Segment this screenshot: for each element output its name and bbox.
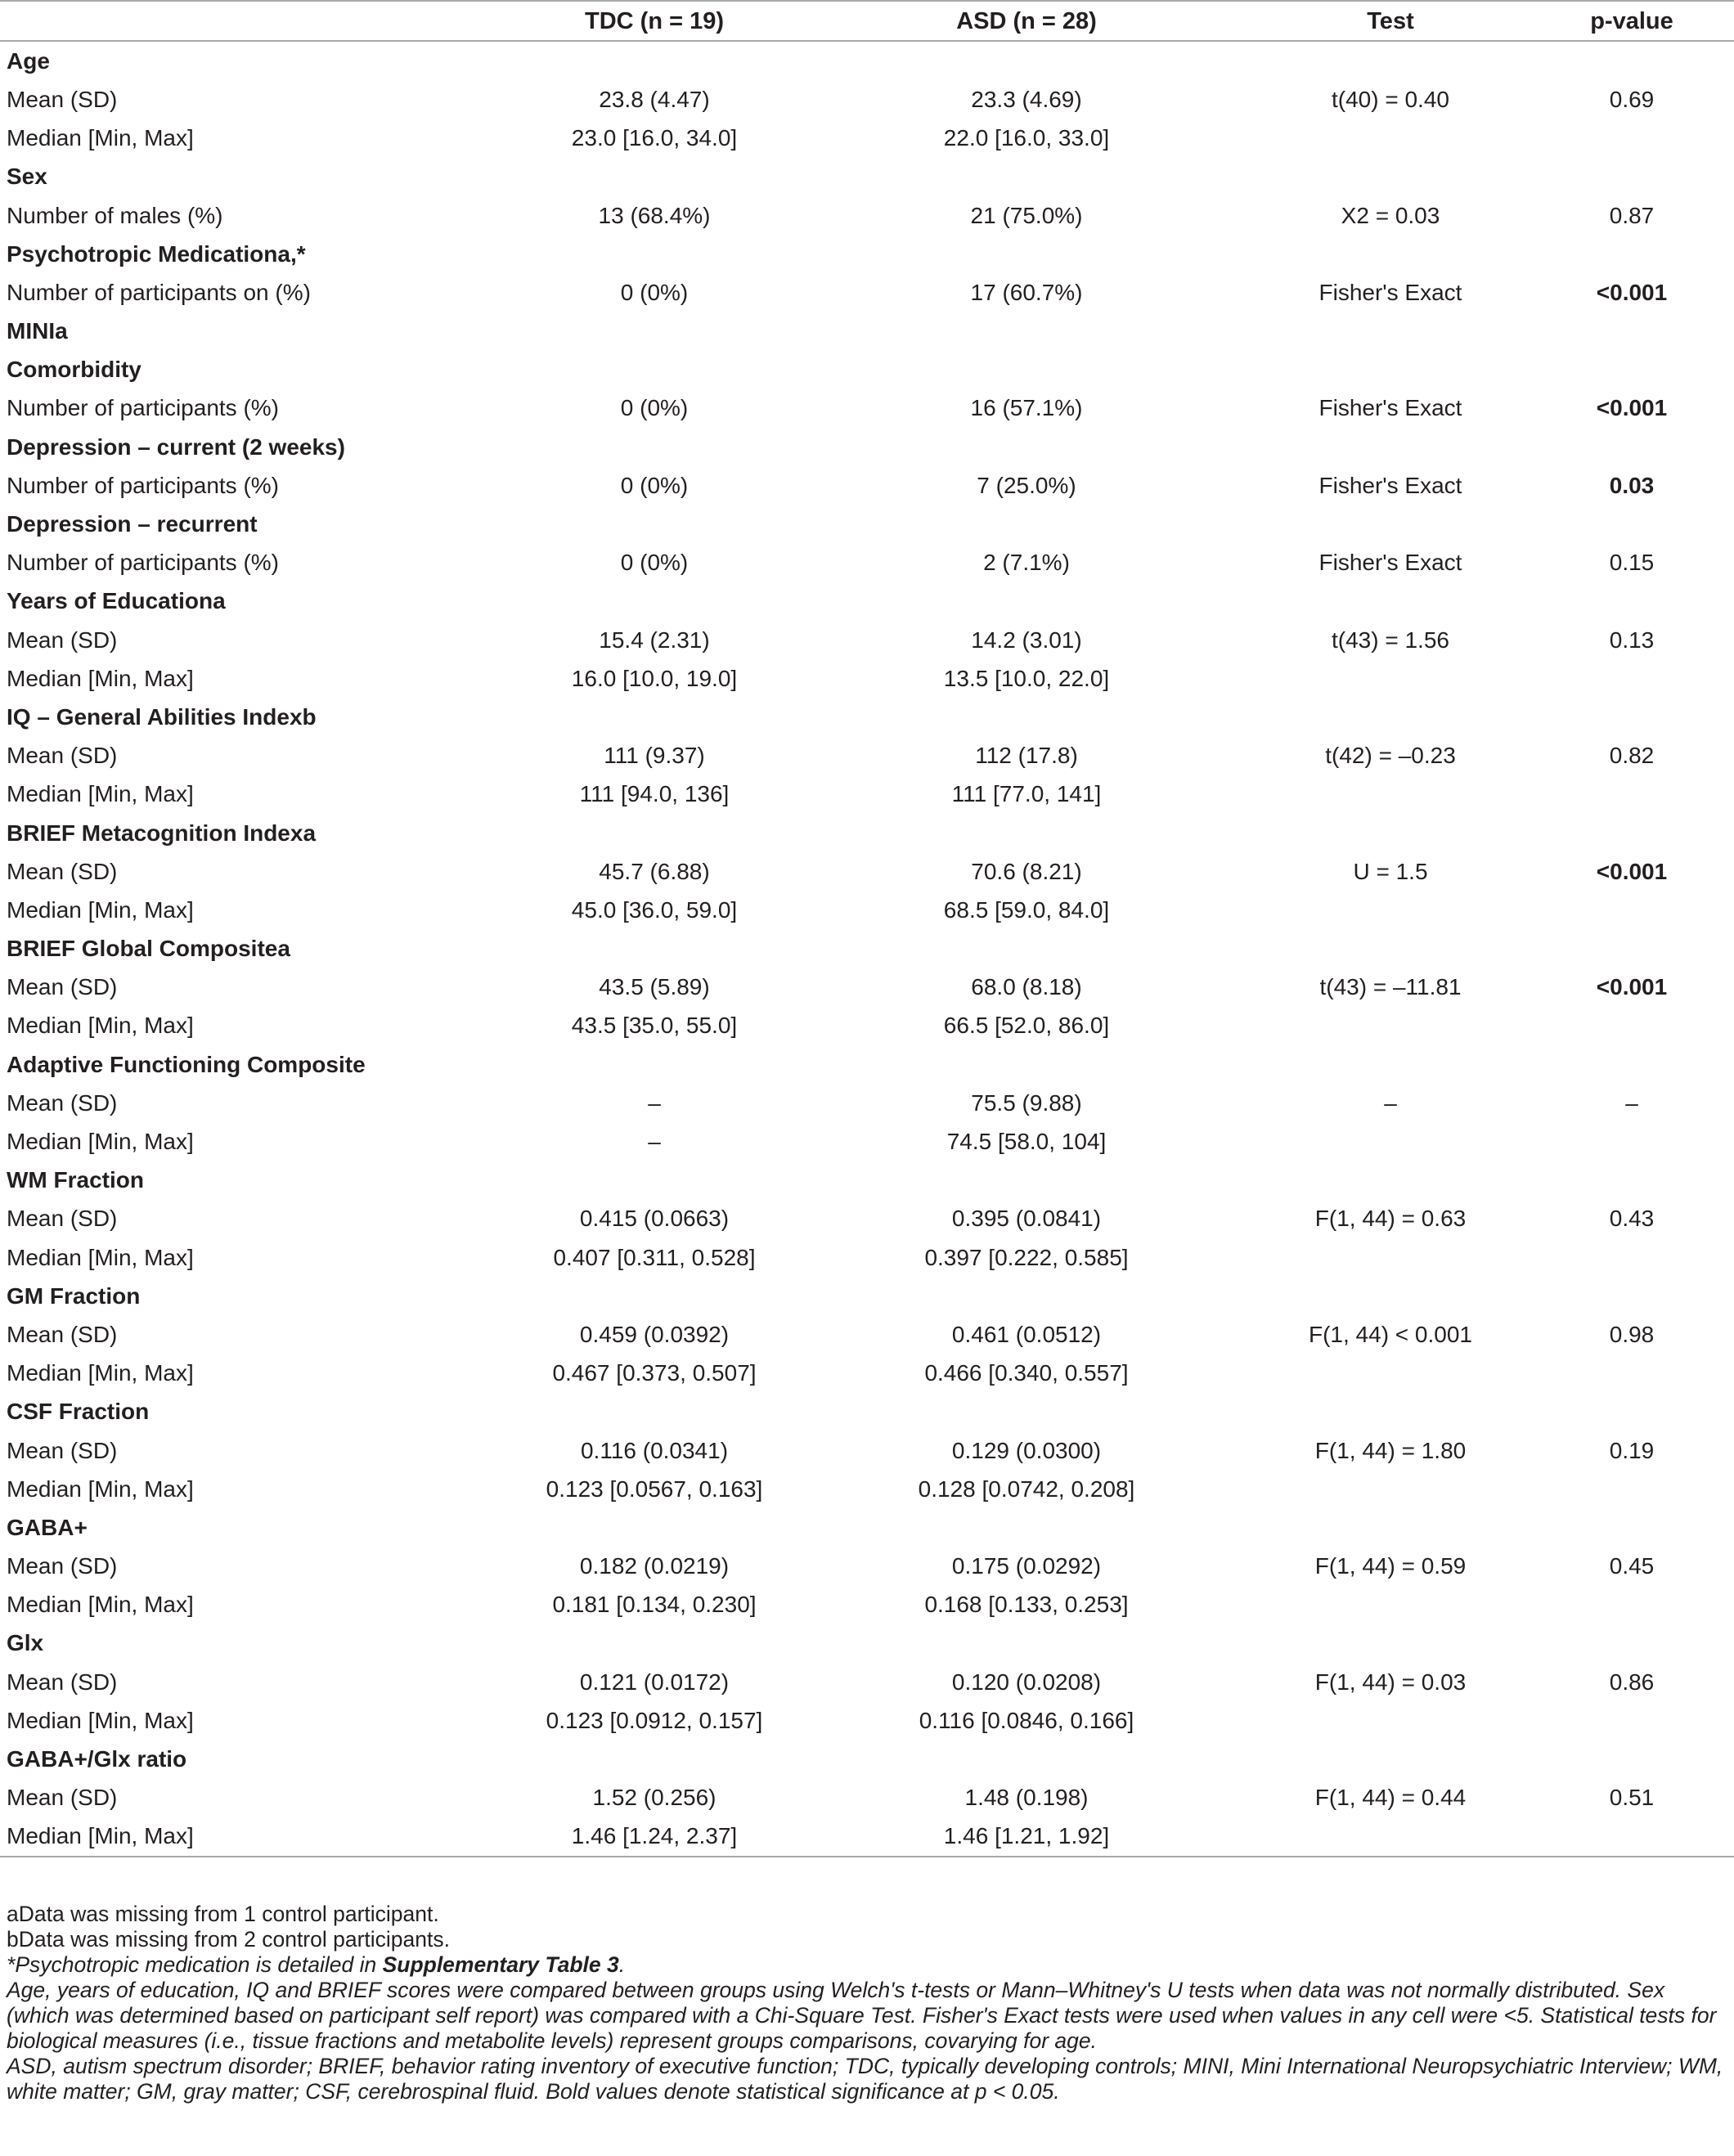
- empty-cell: [802, 1393, 1251, 1431]
- empty-cell: [1251, 428, 1530, 466]
- test-statistic: [1251, 891, 1530, 929]
- tdc-value: 0.467 [0.373, 0.507]: [552, 1360, 757, 1386]
- empty-cell: [1251, 582, 1530, 621]
- tdc-value: 111 (9.37): [604, 743, 705, 769]
- footnote-a: aData was missing from 1 control participant.: [7, 1902, 439, 1926]
- test-statistic: –: [1384, 1089, 1397, 1116]
- table-row: [0, 119, 1734, 158]
- test-statistic: Fisher's Exact: [1318, 395, 1462, 421]
- row-label: Median [Min, Max]: [7, 125, 194, 151]
- p-value: –: [1625, 1089, 1638, 1116]
- table-row: [0, 544, 1734, 582]
- test-statistic: F(1, 44) = 1.80: [1314, 1437, 1467, 1463]
- empty-cell: [1251, 158, 1530, 196]
- empty-cell: [1530, 1277, 1734, 1315]
- tdc-value: 0 (0%): [620, 395, 689, 421]
- tdc-value: 111 [94.0, 136]: [579, 781, 730, 807]
- table-row: [0, 1586, 1734, 1624]
- asd-value: 16 (57.1%): [970, 395, 1083, 421]
- test-statistic: t(40) = 0.40: [1332, 86, 1449, 112]
- table-header-row: [0, 1, 1734, 41]
- asd-value: 112 (17.8): [975, 743, 1078, 769]
- empty-cell: [1251, 351, 1530, 389]
- empty-cell: [802, 41, 1251, 80]
- footnote-abbreviations: ASD, autism spectrum disorder; BRIEF, behavior rating inventory of executive function; TDC, typically developing controls; MINI, Mini International Neuropsychiatric Interview; WM, white matter; GM, gray matter; CSF, cerebrospinal fluid. Bold values denote statistical significance at p < 0.05.: [7, 2054, 1723, 2104]
- empty-cell: [1530, 1045, 1734, 1084]
- tdc-value: 0 (0%): [620, 472, 689, 498]
- table-row: [0, 1470, 1734, 1508]
- footnote-methods: Age, years of education, IQ and BRIEF scores were compared between groups using Welch's t-tests or Mann–Whitney's U tests when data was not normally distributed. Sex (which was determined based on participant self report) was compared with a Chi-Square Test. Fisher's Exact tests were used when values in any cell were <5. Statistical tests for biological measures (i.e., tissue fractions and metabolite levels) represent groups comparisons, covarying for age.: [7, 1978, 1717, 2053]
- section-title: GM Fraction: [7, 1282, 141, 1309]
- empty-cell: [1251, 505, 1530, 543]
- asd-value: 0.395 (0.0841): [951, 1206, 1102, 1232]
- section-title: WM Fraction: [7, 1167, 144, 1193]
- empty-cell: [1530, 158, 1734, 196]
- test-statistic: F(1, 44) = 0.63: [1314, 1206, 1467, 1232]
- asd-value: 17 (60.7%): [970, 279, 1083, 305]
- row-label: Mean (SD): [7, 86, 118, 112]
- footnote-b: bData was missing from 2 control participants.: [7, 1927, 450, 1952]
- asd-value: 0.120 (0.0208): [951, 1669, 1102, 1695]
- section-title: Glx: [7, 1630, 44, 1656]
- section-title: Psychotropic Medicationa,*: [7, 240, 306, 267]
- section-header-row: [0, 930, 1734, 968]
- section-title: Comorbidity: [7, 357, 142, 383]
- tdc-value: 0.181 [0.134, 0.230]: [552, 1592, 757, 1618]
- p-value: [1530, 1817, 1734, 1857]
- test-statistic: [1251, 1354, 1530, 1393]
- empty-cell: [1251, 1393, 1530, 1431]
- test-statistic: [1251, 1007, 1530, 1045]
- table-row: [0, 737, 1734, 775]
- empty-cell: [507, 1161, 802, 1200]
- row-label: Number of participants (%): [7, 472, 280, 498]
- tdc-value: 0.116 (0.0341): [580, 1437, 729, 1463]
- asd-value: 0.466 [0.340, 0.557]: [924, 1360, 1129, 1386]
- asd-value: 70.6 (8.21): [971, 858, 1082, 884]
- p-value: 0.43: [1609, 1206, 1655, 1232]
- empty-cell: [1530, 1624, 1734, 1663]
- empty-cell: [1530, 312, 1734, 351]
- empty-cell: [1251, 1508, 1530, 1547]
- footnote-star: [7, 1952, 1727, 1978]
- p-value: [1530, 891, 1734, 929]
- empty-cell: [802, 930, 1251, 968]
- row-label: Mean (SD): [7, 1785, 118, 1811]
- test-statistic: [1251, 119, 1530, 158]
- table-row: [0, 1122, 1734, 1161]
- asd-value: 13.5 [10.0, 22.0]: [943, 665, 1110, 691]
- asd-value: 1.46 [1.21, 1.92]: [802, 1817, 1251, 1857]
- empty-cell: [802, 1277, 1251, 1315]
- p-value: [1530, 1238, 1734, 1277]
- table-row: [0, 466, 1734, 505]
- section-header-row: [0, 505, 1734, 543]
- empty-cell: [1530, 930, 1734, 968]
- row-label: Median [Min, Max]: [0, 1817, 507, 1857]
- section-header-row: [0, 235, 1734, 273]
- test-statistic: F(1, 44) = 0.59: [1314, 1553, 1467, 1579]
- section-header-row: [0, 1393, 1734, 1431]
- empty-cell: [1530, 235, 1734, 273]
- test-statistic: [1251, 1701, 1530, 1740]
- asd-value: 68.5 [59.0, 84.0]: [943, 896, 1110, 923]
- tdc-value: 43.5 [35.0, 55.0]: [571, 1013, 738, 1039]
- p-value: <0.001: [1596, 279, 1668, 305]
- table-row: [0, 621, 1734, 659]
- section-title: BRIEF Global Compositea: [7, 936, 290, 962]
- empty-cell: [1251, 1740, 1530, 1778]
- row-label: Median [Min, Max]: [7, 1129, 194, 1155]
- empty-cell: [802, 351, 1251, 389]
- tdc-value: 1.52 (0.256): [592, 1785, 717, 1811]
- table-row: [0, 1084, 1734, 1122]
- p-value: [1530, 119, 1734, 158]
- empty-cell: [802, 1508, 1251, 1547]
- p-value: 0.51: [1609, 1785, 1655, 1811]
- test-statistic: [1251, 1470, 1530, 1508]
- section-title: Depression – current (2 weeks): [7, 433, 345, 460]
- empty-cell: [802, 1161, 1251, 1200]
- table-row: [0, 1663, 1734, 1701]
- row-label: Median [Min, Max]: [7, 1476, 194, 1502]
- table-row: [0, 196, 1734, 235]
- table-body: [0, 41, 1734, 1857]
- tdc-value: 0.121 (0.0172): [579, 1669, 730, 1695]
- table-row: [0, 891, 1734, 929]
- row-label: Median [Min, Max]: [7, 1244, 194, 1270]
- empty-cell: [507, 428, 802, 466]
- empty-cell: [802, 505, 1251, 543]
- empty-cell: [1251, 698, 1530, 736]
- row-label: Mean (SD): [7, 858, 118, 884]
- empty-cell: [1530, 428, 1734, 466]
- test-statistic: t(43) = –11.81: [1319, 974, 1462, 1000]
- test-statistic: F(1, 44) < 0.001: [1308, 1321, 1472, 1347]
- row-label: Median [Min, Max]: [7, 781, 194, 807]
- empty-cell: [1251, 1045, 1530, 1084]
- p-value: [1530, 1007, 1734, 1045]
- asd-value: 1.48 (0.198): [964, 1785, 1089, 1811]
- header-test: Test: [1251, 1, 1530, 41]
- header-label-column: [0, 1, 507, 41]
- test-statistic: [1251, 775, 1530, 814]
- empty-cell: [1530, 505, 1734, 543]
- p-value: 0.98: [1609, 1321, 1655, 1347]
- p-value: 0.45: [1609, 1553, 1655, 1579]
- tdc-value: 16.0 [10.0, 19.0]: [571, 665, 738, 691]
- test-statistic: Fisher's Exact: [1318, 279, 1462, 305]
- tdc-value: 15.4 (2.31): [599, 627, 710, 653]
- empty-cell: [802, 312, 1251, 351]
- asd-value: 111 [77.0, 141]: [951, 781, 1102, 807]
- table-row: [0, 1007, 1734, 1045]
- section-title: Adaptive Functioning Composite: [7, 1051, 366, 1077]
- tdc-value: 45.0 [36.0, 59.0]: [571, 896, 738, 923]
- section-header-row: [0, 1740, 1734, 1778]
- tdc-value: 45.7 (6.88): [599, 858, 710, 884]
- test-statistic: [1251, 659, 1530, 698]
- empty-cell: [802, 1045, 1251, 1084]
- table-row: [0, 389, 1734, 428]
- p-value: [1530, 1701, 1734, 1740]
- section-header-row: [0, 351, 1734, 389]
- row-label: Median [Min, Max]: [7, 1707, 194, 1733]
- row-label: Median [Min, Max]: [7, 1013, 194, 1039]
- section-title: CSF Fraction: [7, 1399, 150, 1425]
- table-row: [0, 852, 1734, 891]
- p-value: <0.001: [1596, 858, 1668, 884]
- empty-cell: [507, 1740, 802, 1778]
- test-statistic: [1251, 1586, 1530, 1624]
- empty-cell: [1251, 41, 1530, 80]
- tdc-value: –: [648, 1129, 661, 1155]
- test-statistic: X2 = 0.03: [1341, 202, 1440, 228]
- empty-cell: [507, 1277, 802, 1315]
- test-statistic: F(1, 44) = 0.03: [1314, 1669, 1467, 1695]
- empty-cell: [1251, 235, 1530, 273]
- table-row: [0, 1547, 1734, 1586]
- tdc-value: 0.407 [0.311, 0.528]: [553, 1244, 756, 1270]
- header-asd: ASD (n = 28): [802, 1, 1251, 41]
- p-value: [1530, 1122, 1734, 1161]
- empty-cell: [507, 1508, 802, 1547]
- test-statistic: U = 1.5: [1353, 858, 1428, 884]
- table-row: [0, 659, 1734, 698]
- table-row: [0, 80, 1734, 119]
- empty-cell: [1530, 582, 1734, 621]
- empty-cell: [507, 1045, 802, 1084]
- empty-cell: [802, 158, 1251, 196]
- tdc-value: 43.5 (5.89): [599, 974, 710, 1000]
- p-value: 0.13: [1609, 627, 1655, 653]
- table-row: [0, 1779, 1734, 1817]
- tdc-value: 0 (0%): [620, 550, 689, 576]
- section-title: Sex: [7, 164, 47, 190]
- tdc-value: 0 (0%): [620, 279, 689, 305]
- row-label: Mean (SD): [7, 743, 118, 769]
- p-value: 0.69: [1609, 86, 1655, 112]
- section-title: Age: [7, 47, 50, 74]
- p-value: 0.82: [1609, 743, 1655, 769]
- section-header-row: [0, 1277, 1734, 1315]
- empty-cell: [1530, 814, 1734, 852]
- section-title: GABA+/Glx ratio: [7, 1746, 187, 1772]
- p-value: 0.03: [1609, 472, 1655, 498]
- empty-cell: [802, 698, 1251, 736]
- row-label: Median [Min, Max]: [7, 896, 194, 923]
- asd-value: 66.5 [52.0, 86.0]: [943, 1013, 1110, 1039]
- p-value: <0.001: [1596, 395, 1668, 421]
- test-statistic: [1251, 1817, 1530, 1857]
- empty-cell: [1530, 1393, 1734, 1431]
- empty-cell: [507, 235, 802, 273]
- p-value: 0.87: [1609, 202, 1655, 228]
- row-label: Number of participants (%): [7, 395, 280, 421]
- section-title: MINIa: [7, 318, 68, 344]
- empty-cell: [507, 582, 802, 621]
- section-header-row: [0, 428, 1734, 466]
- asd-value: 68.0 (8.18): [971, 974, 1082, 1000]
- row-label: Mean (SD): [7, 1206, 118, 1232]
- footnote-star-prefix: *Psychotropic medication is detailed in: [7, 1952, 383, 1977]
- empty-cell: [507, 1393, 802, 1431]
- asd-value: 14.2 (3.01): [971, 627, 1082, 653]
- table-row: [0, 1200, 1734, 1238]
- asd-value: 74.5 [58.0, 104]: [946, 1129, 1107, 1155]
- table-row: [0, 1701, 1734, 1740]
- section-title: IQ – General Abilities Indexb: [7, 703, 317, 730]
- tdc-value: 0.415 (0.0663): [579, 1206, 730, 1232]
- tdc-value: 23.0 [16.0, 34.0]: [571, 125, 738, 151]
- row-label: Mean (SD): [7, 974, 118, 1000]
- test-statistic: [1251, 1122, 1530, 1161]
- section-header-row: [0, 1508, 1734, 1547]
- row-label: Number of males (%): [7, 202, 223, 228]
- section-title: Depression – recurrent: [7, 511, 258, 537]
- row-label: Median [Min, Max]: [7, 665, 194, 691]
- section-title: Years of Educationa: [7, 588, 226, 614]
- p-value: 0.15: [1609, 550, 1655, 576]
- p-value: [1530, 1354, 1734, 1393]
- test-statistic: t(42) = –0.23: [1325, 743, 1456, 769]
- footnote-star-suffix: .: [618, 1952, 626, 1977]
- row-label: Mean (SD): [7, 1669, 118, 1695]
- test-statistic: F(1, 44) = 0.44: [1314, 1785, 1467, 1811]
- empty-cell: [1251, 930, 1530, 968]
- asd-value: 0.175 (0.0292): [951, 1553, 1102, 1579]
- section-title: BRIEF Metacognition Indexa: [7, 820, 317, 846]
- section-header-row: [0, 698, 1734, 736]
- tdc-value: –: [648, 1089, 661, 1116]
- tdc-value: 0.459 (0.0392): [579, 1321, 730, 1347]
- empty-cell: [1530, 1161, 1734, 1200]
- p-value: [1530, 775, 1734, 814]
- tdc-value: 1.46 [1.24, 2.37]: [507, 1817, 802, 1857]
- asd-value: 0.116 [0.0846, 0.166]: [919, 1707, 1134, 1733]
- section-header-row: [0, 1624, 1734, 1663]
- table-row: [0, 1354, 1734, 1393]
- p-value: [1530, 1470, 1734, 1508]
- section-header-row: [0, 158, 1734, 196]
- p-value: [1530, 659, 1734, 698]
- section-header-row: [0, 814, 1734, 852]
- table-row: [0, 1315, 1734, 1354]
- test-statistic: t(43) = 1.56: [1332, 627, 1449, 653]
- empty-cell: [1251, 1161, 1530, 1200]
- asd-value: 23.3 (4.69): [971, 86, 1082, 112]
- table-row: [0, 273, 1734, 312]
- empty-cell: [802, 1624, 1251, 1663]
- row-label: Number of participants on (%): [7, 279, 311, 305]
- asd-value: 0.461 (0.0512): [951, 1321, 1102, 1347]
- section-header-row: [0, 1045, 1734, 1084]
- header-p-value: p-value: [1530, 1, 1734, 41]
- empty-cell: [507, 930, 802, 968]
- asd-value: 0.128 [0.0742, 0.208]: [918, 1476, 1135, 1502]
- p-value: <0.001: [1596, 974, 1668, 1000]
- row-label: Number of participants (%): [7, 550, 280, 576]
- tdc-value: 0.182 (0.0219): [579, 1553, 730, 1579]
- row-label: Mean (SD): [7, 1089, 118, 1116]
- empty-cell: [507, 312, 802, 351]
- test-statistic: Fisher's Exact: [1318, 472, 1462, 498]
- test-statistic: Fisher's Exact: [1318, 550, 1462, 576]
- row-label: Median [Min, Max]: [7, 1360, 194, 1386]
- empty-cell: [802, 428, 1251, 466]
- table-row: [0, 968, 1734, 1007]
- empty-cell: [802, 814, 1251, 852]
- empty-cell: [1251, 1624, 1530, 1663]
- empty-cell: [1530, 698, 1734, 736]
- table-footnotes: [7, 1902, 1727, 2104]
- tdc-value: 0.123 [0.0912, 0.157]: [546, 1707, 763, 1733]
- empty-cell: [1530, 1740, 1734, 1778]
- row-label: Mean (SD): [7, 627, 118, 653]
- empty-cell: [802, 1740, 1251, 1778]
- asd-value: 0.168 [0.133, 0.253]: [924, 1592, 1129, 1618]
- section-header-row: [0, 41, 1734, 80]
- asd-value: 2 (7.1%): [983, 550, 1070, 576]
- empty-cell: [507, 41, 802, 80]
- empty-cell: [1530, 1508, 1734, 1547]
- empty-cell: [507, 505, 802, 543]
- row-label: Mean (SD): [7, 1437, 118, 1463]
- table-row: [0, 1238, 1734, 1277]
- empty-cell: [1530, 41, 1734, 80]
- empty-cell: [1251, 814, 1530, 852]
- table-row: [0, 775, 1734, 814]
- section-header-row: [0, 582, 1734, 621]
- supplementary-table-ref[interactable]: Supplementary Table 3: [382, 1952, 619, 1977]
- asd-value: 7 (25.0%): [977, 472, 1076, 498]
- tdc-value: 13 (68.4%): [598, 202, 711, 228]
- asd-value: 0.129 (0.0300): [951, 1437, 1102, 1463]
- p-value: 0.19: [1609, 1437, 1655, 1463]
- empty-cell: [507, 814, 802, 852]
- tdc-value: 0.123 [0.0567, 0.163]: [546, 1476, 763, 1502]
- row-label: Median [Min, Max]: [7, 1592, 194, 1618]
- empty-cell: [507, 1624, 802, 1663]
- row-label: Mean (SD): [7, 1321, 118, 1347]
- empty-cell: [1251, 312, 1530, 351]
- tdc-value: 23.8 (4.47): [599, 86, 710, 112]
- table-row: [0, 1431, 1734, 1470]
- empty-cell: [507, 351, 802, 389]
- empty-cell: [507, 158, 802, 196]
- empty-cell: [1530, 351, 1734, 389]
- asd-value: 22.0 [16.0, 33.0]: [943, 125, 1110, 151]
- asd-value: 75.5 (9.88): [971, 1089, 1082, 1116]
- p-value: 0.86: [1609, 1669, 1655, 1695]
- test-statistic: [1251, 1238, 1530, 1277]
- section-header-row: [0, 312, 1734, 351]
- asd-value: 21 (75.0%): [970, 202, 1083, 228]
- asd-value: 0.397 [0.222, 0.585]: [924, 1244, 1129, 1270]
- empty-cell: [802, 582, 1251, 621]
- header-tdc: TDC (n = 19): [507, 1, 802, 41]
- p-value: [1530, 1586, 1734, 1624]
- empty-cell: [802, 235, 1251, 273]
- section-title: GABA+: [7, 1514, 88, 1540]
- table-row: [0, 1817, 1734, 1857]
- row-label: Mean (SD): [7, 1553, 118, 1579]
- section-header-row: [0, 1161, 1734, 1200]
- empty-cell: [1251, 1277, 1530, 1315]
- empty-cell: [507, 698, 802, 736]
